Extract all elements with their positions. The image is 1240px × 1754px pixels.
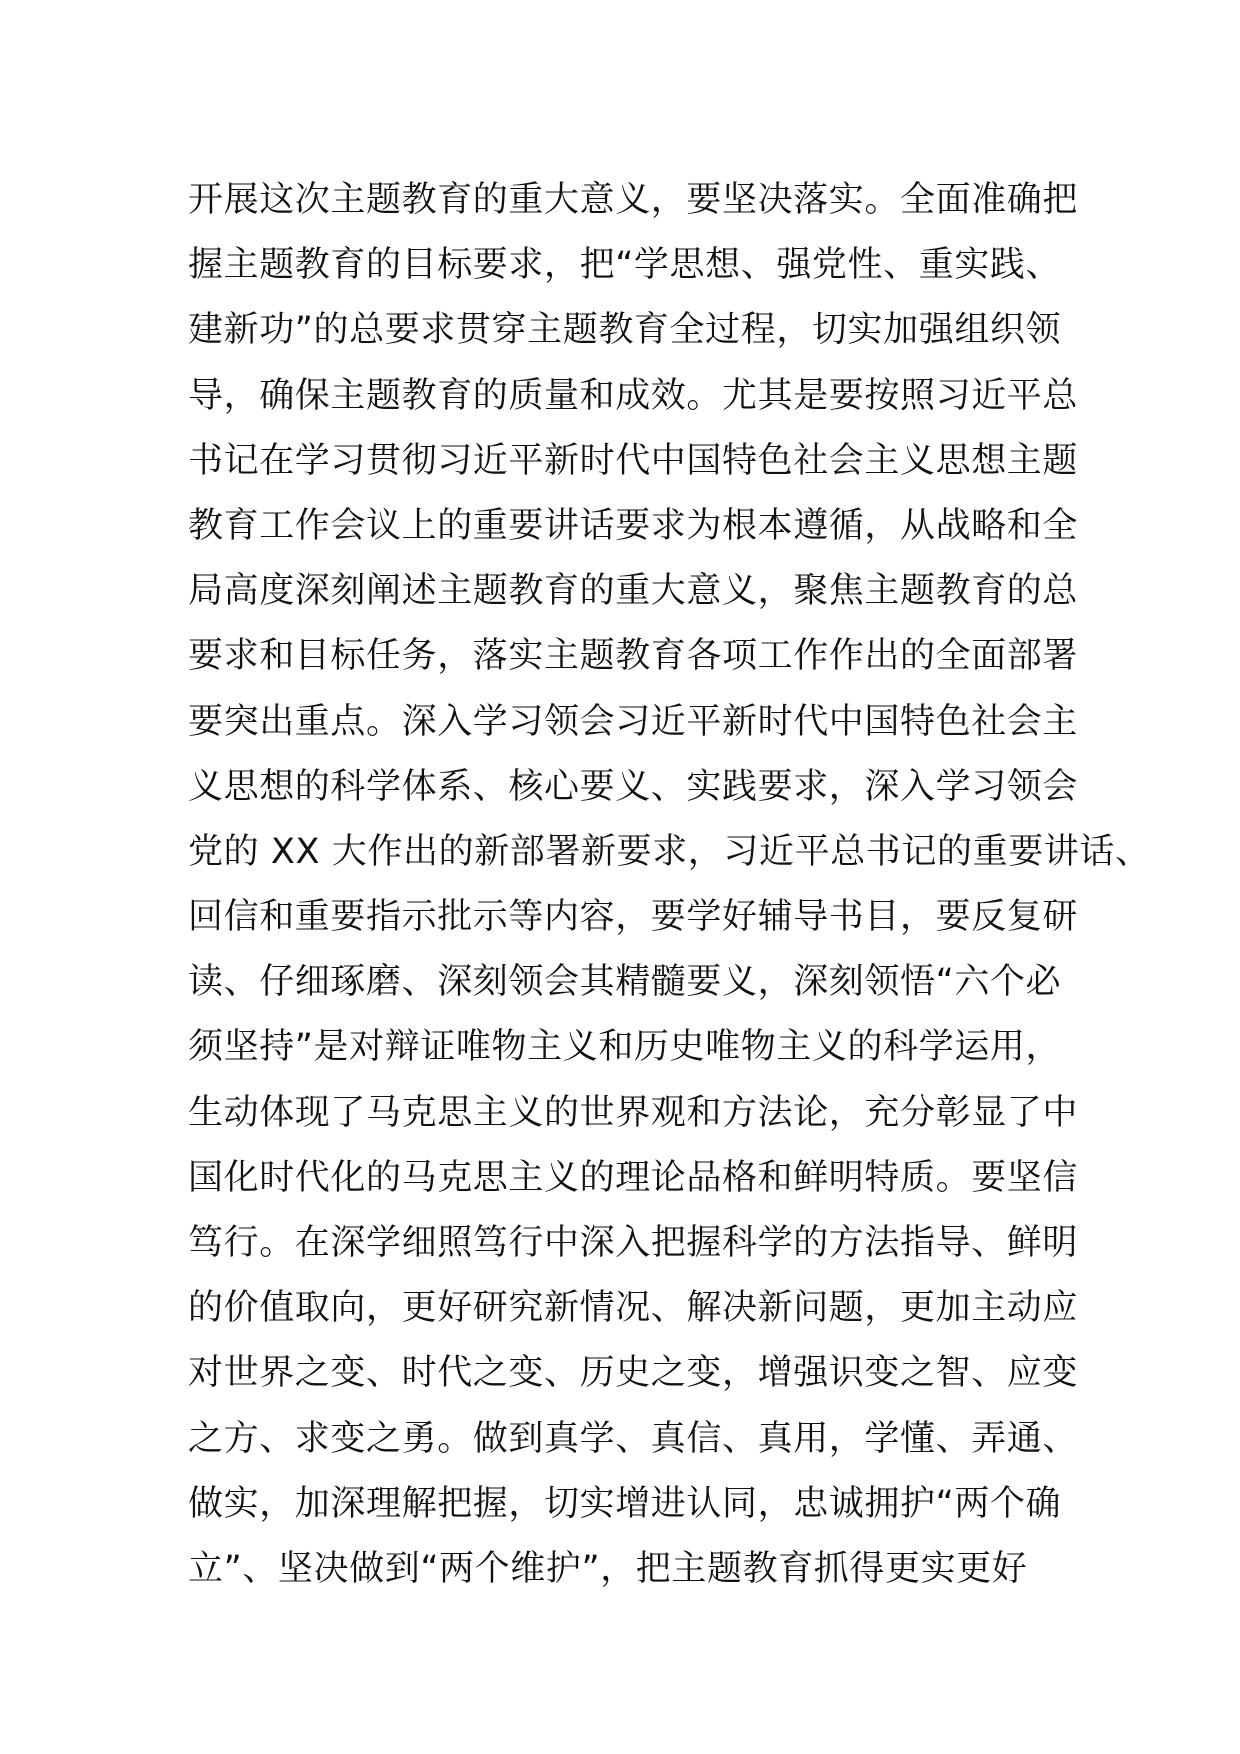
text-line: 建新功”的总要求贯穿主题教育全过程，切实加强组织领 [188, 310, 1062, 351]
text-line: 做实，加深理解把握，切实增进认同，忠诚拥护“两个确 [188, 1483, 1062, 1524]
text-line: 的价值取向，更好研究新情况、解决新问题，更加主动应 [188, 1288, 1079, 1329]
text-line: 读、仔细琢磨、深刻领会其精髓要义，深刻领悟“六个必 [188, 962, 1062, 1003]
text-line: 握主题教育的目标要求，把“学思想、强党性、重实践、 [188, 245, 1062, 286]
text-line: 要求和目标任务，落实主题教育各项工作作出的全面部署 [188, 636, 1079, 677]
text-line: 教育工作会议上的重要讲话要求为根本遵循，从战略和全 [188, 505, 1079, 546]
text-line: 对世界之变、时代之变、历史之变，增强识变之智、应变 [188, 1353, 1079, 1394]
text-line: 生动体现了马克思主义的世界观和方法论，充分彰显了中 [188, 1092, 1079, 1133]
text-line: 笃行。在深学细照笃行中深入把握科学的方法指导、鲜明 [188, 1223, 1079, 1263]
text-line: 导，确保主题教育的质量和成效。尤其是要按照习近平总 [188, 375, 1079, 416]
text-line: 须坚持”是对辩证唯物主义和历史唯物主义的科学运用， [188, 1027, 1062, 1068]
document-body-text [188, 168, 1151, 1602]
text-line: 回信和重要指示批示等内容，要学好辅导书目，要反复研 [188, 897, 1079, 938]
text-line: 党的 XX 大作出的新部署新要求，习近平总书记的重要讲话、 [188, 831, 1151, 872]
text-line: 义思想的科学体系、核心要义、实践要求，深入学习领会 [188, 766, 1079, 807]
text-line: 局高度深刻阐述主题教育的重大意义，聚焦主题教育的总 [188, 571, 1079, 612]
text-line: 立”、坚决做到“两个维护”，把主题教育抓得更实更好 [188, 1548, 1028, 1589]
text-line: 之方、求变之勇。做到真学、真信、真用，学懂、弄通、 [188, 1418, 1079, 1459]
text-line: 书记在学习贯彻习近平新时代中国特色社会主义思想主题 [188, 440, 1079, 481]
text-line: 要突出重点。深入学习领会习近平新时代中国特色社会主 [188, 701, 1079, 742]
text-line: 开展这次主题教育的重大意义，要坚决落实。全面准确把 [188, 180, 1079, 220]
text-line: 国化时代化的马克思主义的理论品格和鲜明特质。要坚信 [188, 1157, 1079, 1198]
